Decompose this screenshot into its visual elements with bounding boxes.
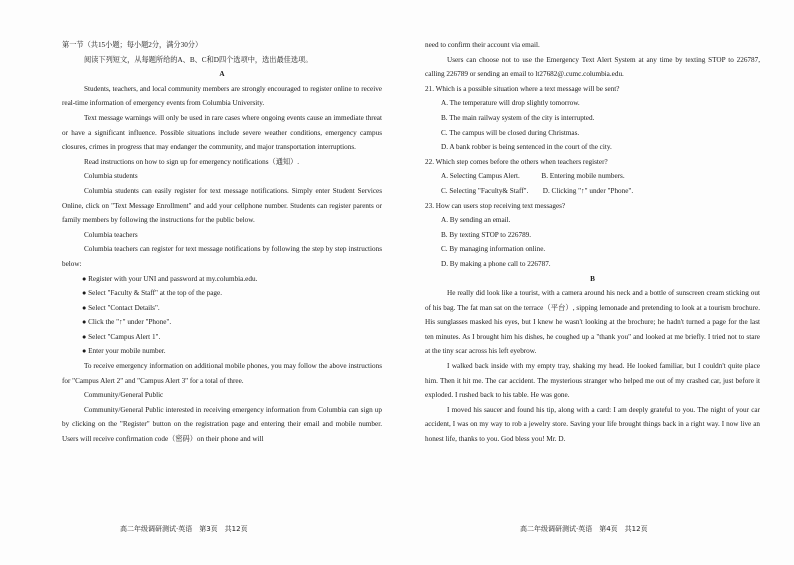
answer-option: C. The campus will be closed during Christmas. xyxy=(441,128,580,137)
answer-option: C. Selecting "Faculty& Staff". D. Clicking "↑" under "Phone". xyxy=(441,186,634,195)
paragraph: Text message warnings will only be used in rare cases where ongoing events cause an immediate threat or have a significant influence. Possible situations include severe weather conditions, emergency campus closures, crimes in progress that may endanger the community, and major transportation interruptions. xyxy=(62,113,382,152)
teachers-heading: Columbia teachers xyxy=(84,230,138,239)
stop-text: Users can choose not to use the Emergency Text Alert System at any time by texting STOP to 226787, calling 226789 or sending an email to lt27682@.cumc.columbia.edu. xyxy=(425,55,760,79)
answer-option: A. Selecting Campus Alert. B. Entering mobile numbers. xyxy=(441,172,625,181)
answer-option: A. By sending an email. xyxy=(441,216,511,225)
answer-option: B. The main railway system of the city is interrupted. xyxy=(441,113,595,122)
students-heading: Columbia students xyxy=(84,172,138,181)
continuation-text: need to confirm their account via email. xyxy=(425,41,540,49)
page-footer-right: 高二年级调研测试·英语 第4页 共12页 xyxy=(520,525,648,533)
answer-option: D. A bank robber is being sentenced in the court of the city. xyxy=(441,143,612,152)
public-text: Community/General Public interested in receiving emergency information from Columbia can sign up by clicking on the "Register" button on the registration page and entering their email and mobile number. Users will receive confirmation code（密码）on their phone and will xyxy=(62,405,382,444)
step-item: ● Select "Contact Details". xyxy=(82,303,160,312)
passage-b-paragraph: He really did look like a tourist, with a camera around his neck and a bottle of sunscreen cream sticking out of his bag. The fat man sat on the terrace（平台）, sipping lemonade and pretending to look at a tourism brochure. His sunglasses masked his eyes, but I knew he wasn't looking at the brochure; he hadn't turned a page for the last ten minutes. As I brought him his dishes, he coughed up a "thank you" and looked at me briefly. I tried not to stare at the tiny scar across his left eyebrow. xyxy=(425,289,760,356)
passage-b-paragraph: I walked back inside with my empty tray, shaking my head. He looked familiar, but I couldn't quite place him. Then it hit me. The car accident. The mysterious stranger who helped me out of my crashed car, just before it exploded. I rushed back to his table. He was gone. xyxy=(425,362,760,400)
paragraph: Students, teachers, and local community members are strongly encouraged to register online to receive real-time information of emergency events from Columbia University. xyxy=(62,84,382,108)
passage-b-paragraph: I moved his saucer and found his tip, along with a card: I am deeply grateful to you. The night of your car accident, I was on my way to rob a jewelry store. Saving your life brought things back in a right way. I now live an honest life, thanks to you. God bless you! Mr. D. xyxy=(425,405,760,444)
page-divider xyxy=(398,30,399,520)
teachers-text: Columbia teachers can register for text message notifications by following the step by step instructions below: xyxy=(62,245,382,268)
answer-option: C. By managing information online. xyxy=(441,245,546,254)
public-heading: Community/General Public xyxy=(84,391,164,400)
right-column xyxy=(425,38,760,447)
step-item: ● Select "Faculty & Staff" at the top of the page. xyxy=(82,289,223,298)
step-item: ● Register with your UNI and password at my.columbia.edu. xyxy=(82,274,258,283)
question-stem: 21. Which is a possible situation where a text message will be sent? xyxy=(425,84,620,93)
page-footer-left: 高二年级调研测试·英语 第3页 共12页 xyxy=(120,525,248,533)
paragraph: Read instructions on how to sign up for emergency notifications（通知）. xyxy=(84,157,300,166)
passage-b-label: B xyxy=(590,274,595,283)
answer-option: D. By making a phone call to 226787. xyxy=(441,259,551,268)
left-column xyxy=(62,38,382,447)
additional-text: To receive emergency information on additional mobile phones, you may follow the above instructions for "Campus Alert 2" and "Campus Alert 3" for a total of three. xyxy=(62,362,382,385)
passage-a-label: A xyxy=(219,70,225,79)
step-item: ● Enter your mobile number. xyxy=(82,347,166,356)
section-header: 第一节（共15小题；每小题2分，满分30分） xyxy=(62,41,203,49)
step-item: ● Click the "↑" under "Phone". xyxy=(82,318,172,327)
question-stem: 22. Which step comes before the others when teachers register? xyxy=(425,157,608,166)
question-stem: 23. How can users stop receiving text messages? xyxy=(425,201,566,210)
instructions: 阅读下列短文，从每题所给的A、B、C和D四个选项中，选出最佳选项。 xyxy=(84,55,313,64)
answer-option: A. The temperature will drop slightly tomorrow. xyxy=(441,99,580,108)
students-text: Columbia students can easily register for text message notifications. Simply enter Student Services Online, click on "Text Message Enrollment" and add your cellphone number. Students can register parents or family members by following the instructions for the public below. xyxy=(62,186,382,225)
answer-option: B. By texting STOP to 226789. xyxy=(441,230,532,239)
step-item: ● Select "Campus Alert 1". xyxy=(82,332,161,341)
